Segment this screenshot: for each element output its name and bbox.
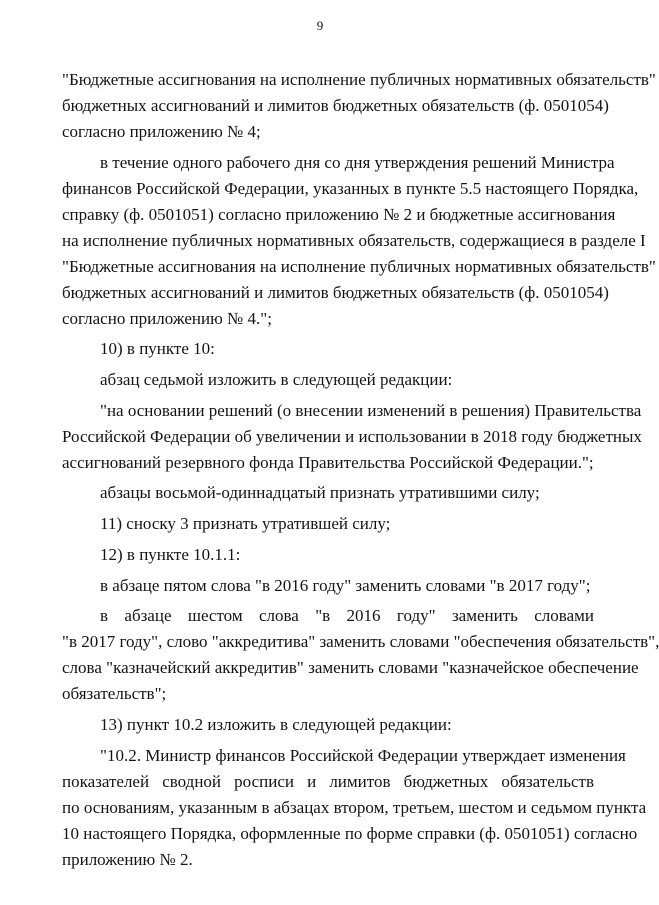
text-line: бюджетных ассигнований и лимитов бюджетных обязательств (ф. 0501054): [62, 96, 609, 115]
text-line: 11) сноску 3 признать утратившей силу;: [100, 514, 391, 534]
text-line: финансов Российской Федерации, указанных в пункте 5.5 настоящего Порядка,: [62, 178, 639, 198]
text-line: приложению № 2.: [62, 849, 193, 869]
text-line: обязательств";: [62, 684, 167, 704]
text-line: абзацы восьмой-одиннадцатый признать утратившими силу;: [100, 483, 540, 503]
text-line: в абзаце шестом слова "в 2016 году" заменить словами: [100, 606, 594, 626]
text-line: 10 настоящего Порядка, оформленные по форме справки (ф. 0501051) согласно: [62, 823, 638, 843]
text-line: абзац седьмой изложить в следующей редакции:: [100, 370, 453, 390]
text-line: по основаниям, указанным в абзацах втором, третьем, шестом и седьмом пункта: [62, 797, 647, 817]
text-line: показателей сводной росписи и лимитов бюджетных обязательств: [62, 771, 594, 791]
document-body: [62, 67, 659, 873]
text-line: справку (ф. 0501051) согласно приложению № 2 и бюджетные ассигнования: [62, 204, 616, 224]
text-line: ассигнований резервного фонда Правительства Российской Федерации.";: [62, 452, 594, 472]
text-line: "Бюджетные ассигнования на исполнение публичных нормативных обязательств": [62, 256, 656, 276]
text-line: в течение одного рабочего дня со дня утверждения решений Министра: [100, 152, 615, 172]
text-line: "Бюджетные ассигнования на исполнение публичных нормативных обязательств": [62, 70, 656, 89]
text-line: в абзаце пятом слова "в 2016 году" заменить словами "в 2017 году";: [100, 575, 591, 595]
text-line: "в 2017 году", слово "аккредитива" заменить словами "обеспечения обязательств",: [62, 632, 659, 652]
text-line: на исполнение публичных нормативных обязательств, содержащиеся в разделе I: [62, 230, 646, 250]
text-line: "на основании решений (о внесении изменений в решения) Правительства: [100, 400, 642, 420]
text-line: Российской Федерации об увеличении и использовании в 2018 году бюджетных: [62, 426, 642, 446]
text-line: 10) в пункте 10:: [100, 339, 215, 359]
text-line: "10.2. Министр финансов Российской Федерации утверждает изменения: [100, 745, 626, 765]
text-line: согласно приложению № 4.";: [62, 308, 272, 328]
text-line: 13) пункт 10.2 изложить в следующей редакции:: [100, 714, 452, 734]
text-line: 12) в пункте 10.1.1:: [100, 544, 241, 564]
text-line: бюджетных ассигнований и лимитов бюджетных обязательств (ф. 0501054): [62, 282, 609, 302]
text-line: слова "казначейский аккредитив" заменить словами "казначейское обеспечение: [62, 658, 639, 678]
text-line: согласно приложению № 4;: [62, 122, 261, 141]
page-number: 9: [316, 18, 324, 33]
